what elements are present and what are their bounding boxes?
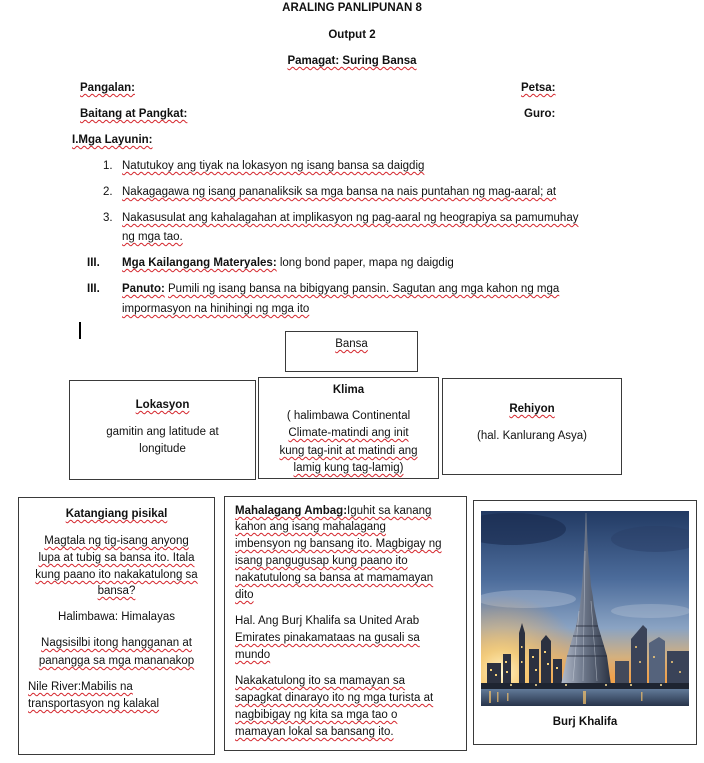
instructions-line — [122, 282, 559, 296]
physical-instruction-wrap — [19, 551, 214, 565]
region-title: Rehiyon — [509, 403, 555, 415]
physical-example-note: panangga sa mga mananakop — [38, 655, 195, 667]
location-title: Lokasyon — [135, 399, 190, 411]
materials-text: long bond paper, mapa ng daigdig — [279, 257, 454, 269]
location-text: gamitin ang latitude at — [106, 426, 219, 438]
page-title-text: Pamagat: Suring Bansa — [287, 55, 417, 67]
contribution-instruction: Iguhit sa kanang — [347, 505, 432, 517]
physical-instruction: Magtala ng tig-isang anyong — [44, 535, 189, 547]
physical-instruction-wrap — [19, 534, 214, 548]
location-title-wrap — [70, 398, 255, 412]
subject-title: ARALING PANLIPUNAN 8 — [282, 2, 422, 14]
objective-number: 3. — [103, 212, 113, 224]
contribution-box[interactable] — [224, 496, 467, 751]
contribution-benefit: sapagkat dinarayo ito ng mga turista at — [235, 692, 434, 704]
physical-instruction-wrap — [19, 568, 214, 582]
contribution-first-line — [235, 504, 431, 518]
physical-example-note-wrap — [19, 636, 214, 650]
objective-text: Nakagagawa ng isang pananaliksik sa mga bansa na nais puntahan ng mag-aaral; at — [122, 186, 557, 198]
physical-title-wrap — [19, 507, 214, 521]
contribution-benefit: nagbibigay ng kita sa mga tao o — [235, 709, 398, 721]
contribution-benefit: mamayan lokal sa bansang ito. — [235, 726, 394, 738]
burj-khalifa-photo[interactable] — [481, 511, 689, 706]
objective-number: 1. — [103, 160, 113, 172]
physical-river-text: Nile River:Mabilis na — [28, 681, 133, 693]
physical-instruction: kung paano ito nakakatulong sa — [35, 569, 198, 581]
instructions-text-continued: impormasyon na hinihingi ng mga ito — [122, 303, 310, 315]
physical-river-text: transportasyon ng kalakal — [28, 698, 160, 710]
climate-text: Climate-matindi ang init — [288, 427, 409, 439]
contribution-instruction: dito — [235, 589, 254, 601]
materials-number: III. — [87, 257, 100, 269]
instructions-number: III. — [87, 283, 100, 295]
physical-instruction: bansa? — [97, 585, 136, 597]
region-box[interactable] — [442, 378, 622, 475]
image-caption: Burj Khalifa — [552, 716, 618, 728]
region-text: (hal. Kanlurang Asya) — [477, 430, 587, 442]
country-label: Bansa — [335, 338, 368, 350]
contribution-instruction: imbensyon ng bansang ito. Magbigay ng — [235, 538, 442, 550]
contribution-example: Emirates pinakamataas na gusali sa — [235, 632, 420, 644]
contribution-benefit: Nakakatulong ito sa mamayan sa — [235, 675, 406, 687]
climate-text: ( halimbawa Continental — [286, 410, 411, 422]
climate-text: kung tag-init at matindi ang — [279, 445, 418, 457]
physical-features-box[interactable] — [18, 497, 215, 755]
location-box[interactable] — [69, 380, 256, 480]
contribution-example: mundo — [235, 649, 271, 661]
objective-text-continued: ng mga tao. — [122, 231, 183, 243]
instructions-label: Panuto: — [122, 283, 165, 295]
physical-instruction-wrap — [19, 584, 214, 598]
name-label: Pangalan: — [80, 82, 135, 94]
date-label: Petsa: — [521, 82, 556, 94]
objective-text: Nakasusulat ang kahalagahan at implikasyon ng pag-aaral ng heograpiya sa pamumuhay — [122, 212, 579, 224]
climate-text-wrap — [259, 461, 438, 475]
region-title-wrap — [443, 402, 621, 416]
image-box[interactable] — [473, 500, 697, 745]
page-title — [0, 54, 704, 68]
objectives-heading: I.Mga Layunin: — [72, 134, 153, 146]
contribution-instruction: isang pangugusap kung paano ito — [235, 555, 408, 567]
materials-line — [122, 256, 454, 270]
climate-box[interactable] — [258, 377, 439, 479]
physical-example: Halimbawa: Himalayas — [58, 611, 175, 623]
climate-text: lamig kung tag-lamig) — [293, 462, 404, 474]
contribution-instruction: nakatutulong sa bansa at mamamayan — [235, 572, 434, 584]
climate-text-wrap — [259, 444, 438, 458]
physical-title: Katangiang pisikal — [65, 508, 168, 520]
text-cursor — [79, 322, 81, 339]
country-label-wrap — [286, 337, 417, 351]
output-label: Output 2 — [328, 29, 376, 41]
objective-number: 2. — [103, 186, 113, 198]
contribution-instruction: kahon ang isang mahalagang — [235, 521, 386, 533]
instructions-text: Pumili ng isang bansa na bibigyang pansin. Sagutan ang mga kahon ng mga — [168, 283, 560, 295]
location-text: longitude — [139, 443, 186, 455]
climate-text-wrap — [259, 426, 438, 440]
physical-example-note: Nagsisilbi itong hangganan at — [41, 637, 192, 649]
country-box[interactable] — [285, 331, 418, 372]
objective-text: Natutukoy ang tiyak na lokasyon ng isang bansa sa daigdig — [122, 160, 425, 172]
contribution-label: Mahalagang Ambag: — [235, 505, 348, 517]
teacher-label: Guro: — [524, 108, 556, 120]
climate-title: Klima — [332, 384, 365, 396]
section-label: Baitang at Pangkat: — [80, 108, 188, 120]
materials-label: Mga Kailangang Materyales: — [122, 257, 277, 269]
physical-example-note-wrap — [19, 654, 214, 668]
physical-instruction: lupa at tubig sa bansa ito. Itala — [38, 552, 195, 564]
contribution-example: Hal. Ang Burj Khalifa sa United Arab — [235, 615, 420, 627]
